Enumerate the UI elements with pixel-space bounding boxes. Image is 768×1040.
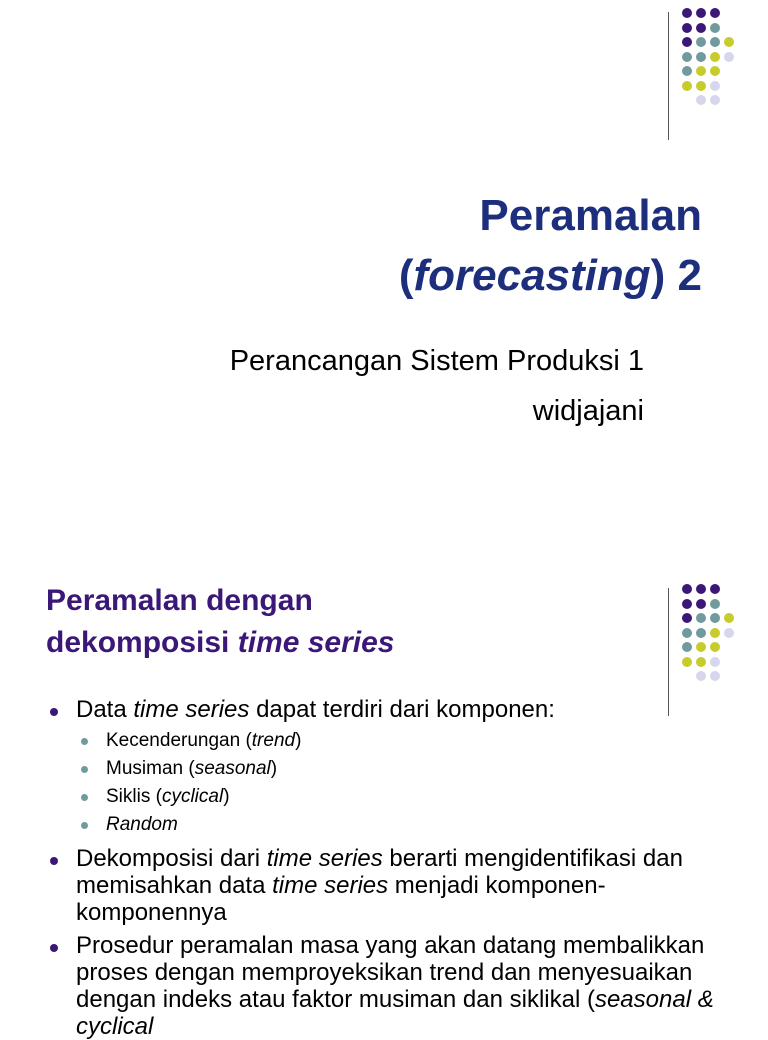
sub-bullet-italic: seasonal <box>194 758 271 779</box>
decorative-dot <box>710 37 720 47</box>
sub-bullet-italic: cyclical <box>161 786 224 807</box>
slide-heading <box>46 580 395 664</box>
decorative-dot <box>710 613 720 623</box>
sub-bullet-text: Siklis ( <box>106 786 162 807</box>
bullet-list <box>46 696 746 1040</box>
sub-bullet-dot-icon <box>81 822 88 829</box>
sub-bullet-dot-icon <box>81 766 88 773</box>
decorative-dot <box>696 8 706 18</box>
sub-bullet-list <box>76 727 746 839</box>
slide-title <box>399 186 702 306</box>
subtitle-course: Perancangan Sistem Produksi 1 <box>229 345 644 377</box>
decorative-divider-line <box>668 12 669 140</box>
sub-bullet-text: ) <box>270 758 278 779</box>
sub-bullet-text: Kecenderungan ( <box>106 730 252 751</box>
decorative-dot <box>682 628 692 638</box>
decorative-dot-grid <box>678 8 758 128</box>
decorative-dot <box>696 671 706 681</box>
slide-subtitle <box>230 336 644 436</box>
decorative-dot <box>710 657 720 667</box>
decorative-dot <box>696 657 706 667</box>
bullet-dot-icon <box>50 708 58 716</box>
sub-bullet-item <box>76 727 746 755</box>
decorative-dot <box>710 671 720 681</box>
sub-bullet-text: ) <box>223 786 230 807</box>
decorative-dot <box>696 613 706 623</box>
bullet-dot-icon <box>50 857 58 865</box>
decorative-dot <box>696 37 706 47</box>
sub-bullet-text: ) <box>295 730 302 751</box>
decorative-dot <box>710 52 720 62</box>
decorative-dot <box>682 613 692 623</box>
heading-line-2: dekomposisi <box>46 626 238 659</box>
decorative-dot <box>682 81 692 91</box>
decorative-dot <box>710 95 720 105</box>
decorative-dot <box>682 8 692 18</box>
decorative-dot <box>724 52 734 62</box>
title-line-1: Peramalan <box>479 191 702 240</box>
bullet-text: Prosedur peramalan masa yang akan datang membalikkan proses dengan memproyeksikan trend dan menyesuaikan dengan indeks atau faktor musiman dan siklikal ( <box>76 932 705 1013</box>
decorative-dot <box>696 52 706 62</box>
decorative-dot <box>682 66 692 76</box>
decorative-dot <box>724 628 734 638</box>
decorative-dot <box>682 23 692 33</box>
heading-line-1: Peramalan dengan <box>46 584 313 617</box>
decorative-dot <box>682 642 692 652</box>
sub-bullet-item <box>76 811 746 839</box>
decorative-dot <box>696 23 706 33</box>
subtitle-author: widjajani <box>532 395 644 427</box>
decorative-dot <box>696 95 706 105</box>
decorative-dot <box>696 642 706 652</box>
decorative-dot <box>710 81 720 91</box>
sub-bullet-italic: trend <box>251 730 296 751</box>
title-open-paren: ( <box>398 251 414 300</box>
content-slide <box>0 560 768 1040</box>
decorative-dot <box>682 52 692 62</box>
decorative-dot <box>696 599 706 609</box>
decorative-dot <box>710 66 720 76</box>
bullet-text: dapat terdiri dari komponen: <box>249 696 555 723</box>
decorative-dot <box>682 657 692 667</box>
title-italic-word: forecasting <box>413 251 651 300</box>
decorative-dot <box>696 584 706 594</box>
decorative-dot <box>710 628 720 638</box>
bullet-dot-icon <box>50 944 58 952</box>
bullet-italic: time series <box>133 696 250 723</box>
bullet-italic: time series <box>272 872 389 899</box>
decorative-dot <box>682 37 692 47</box>
sub-bullet-item <box>76 783 746 811</box>
bullet-italic: seasonal & cyclical <box>76 986 714 1040</box>
decorative-dot <box>724 613 734 623</box>
bullet-item <box>46 696 746 839</box>
title-close: ) 2 <box>650 251 702 300</box>
decorative-dot <box>724 37 734 47</box>
bullet-italic: time series <box>266 845 383 872</box>
decorative-dot <box>682 584 692 594</box>
sub-bullet-italic: Random <box>106 814 178 835</box>
decorative-dot <box>710 8 720 18</box>
decorative-dot <box>696 66 706 76</box>
decorative-dot <box>710 642 720 652</box>
sub-bullet-text: Musiman ( <box>106 758 195 779</box>
bullet-text: Dekomposisi dari <box>76 845 267 872</box>
sub-bullet-dot-icon <box>81 794 88 801</box>
bullet-text: Data <box>76 696 134 723</box>
bullet-item <box>46 932 746 1040</box>
decorative-dot-grid <box>678 584 758 704</box>
sub-bullet-dot-icon <box>81 738 88 745</box>
decorative-dot <box>682 599 692 609</box>
decorative-dot <box>710 23 720 33</box>
bullet-text: menjadi komponen-komponennya <box>76 872 606 926</box>
bullet-item <box>46 845 746 926</box>
decorative-dot <box>710 584 720 594</box>
decorative-dot <box>696 628 706 638</box>
heading-italic: time series <box>237 626 395 659</box>
decorative-dot <box>696 81 706 91</box>
bullet-text: berarti mengidentifikasi dan memisahkan data <box>76 845 683 899</box>
sub-bullet-item <box>76 755 746 783</box>
decorative-dot <box>710 599 720 609</box>
